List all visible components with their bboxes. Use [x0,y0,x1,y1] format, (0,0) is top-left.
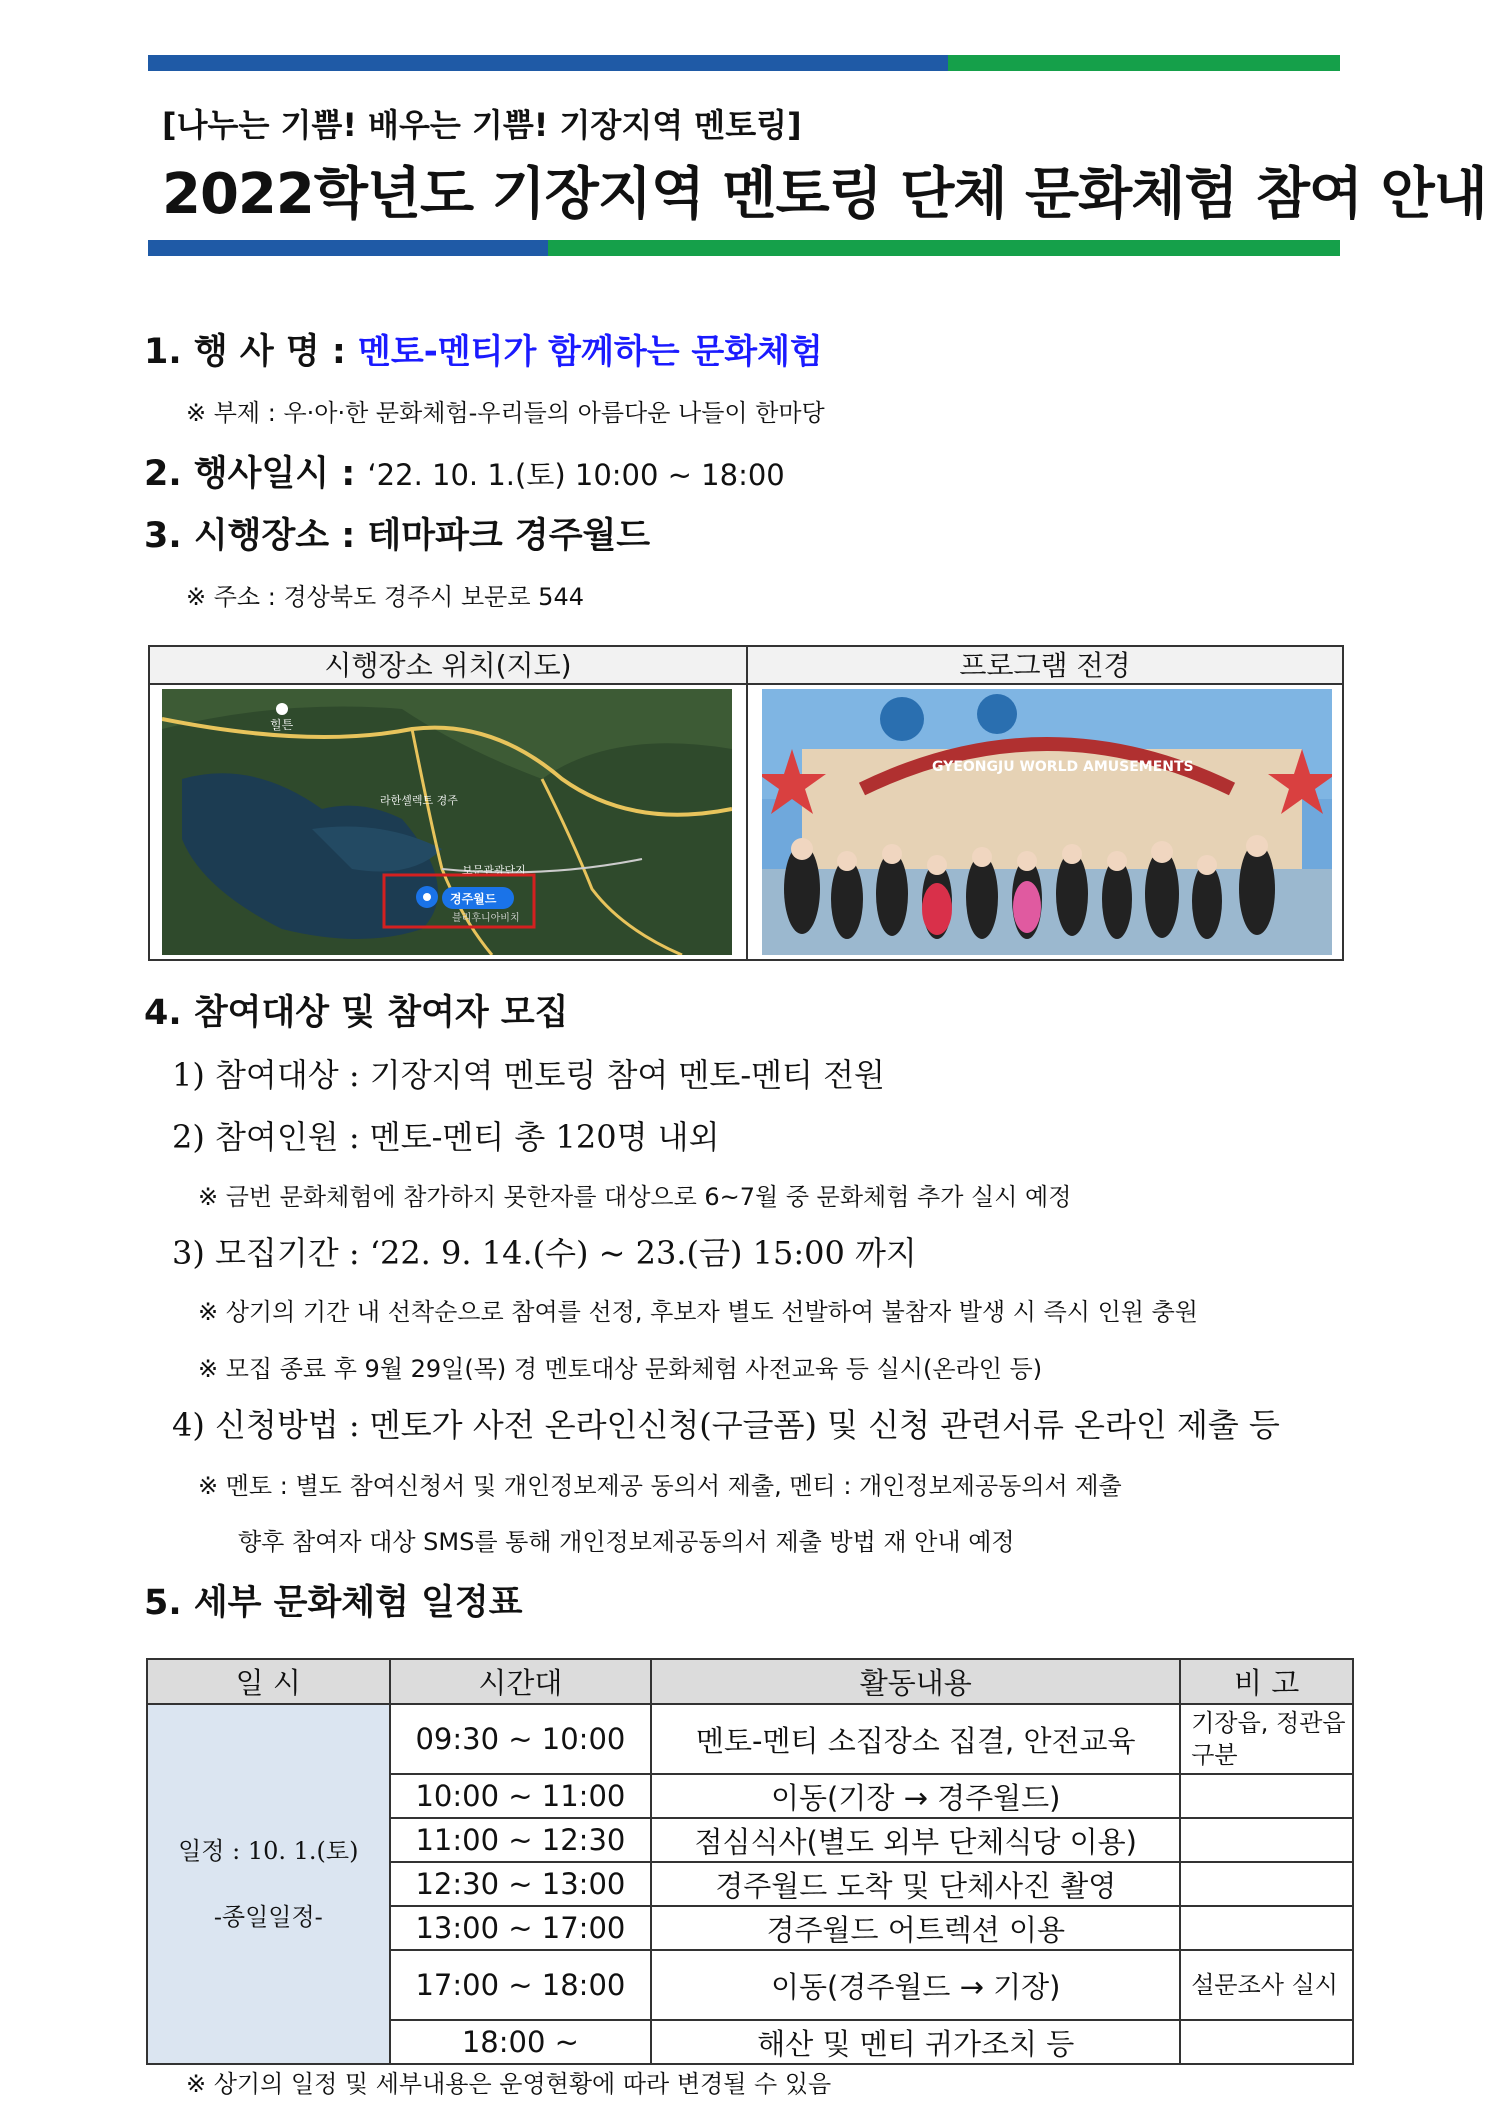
section-1-label: 1. 행 사 명 : [144,332,346,372]
schedule-date-cell [147,1704,390,2064]
photo-header: 프로그램 전경 [748,647,1342,685]
memo-cell: 기장읍, 정관읍 구분 [1180,1704,1353,1774]
schedule-all-day: -종일일정- [213,1903,323,1931]
photo-sign-text: GYEONGJU WORLD AMUSEMENTS [932,759,1194,775]
event-name: 멘토-멘티가 함께하는 문화체험 [358,332,823,372]
schedule-footnote: ※ 상기의 일정 및 세부내용은 운영현황에 따라 변경될 수 있음 [186,2070,832,2098]
map-pin-icon [416,886,514,909]
time-cell: 18:00 ~ [390,2020,652,2064]
activity-cell: 점심식사(별도 외부 단체식당 이용) [651,1818,1180,1862]
apply-method-note-2: 향후 참여자 대상 SMS를 통해 개인정보제공동의서 제출 방법 재 안내 예정 [238,1528,1015,1556]
map-label-place2-text: 라한셀렉트 경주 [380,794,458,807]
schedule-table [146,1658,1354,2065]
participant-target: 1) 참여대상 : 기장지역 멘토링 참여 멘토-멘티 전원 [172,1056,885,1094]
page-title: 2022학년도 기장지역 멘토링 단체 문화체험 참여 안내 [162,162,1487,227]
event-subtitle-note: ※ 부제 : 우·아·한 문화체험-우리들의 아름다운 나들이 한마당 [186,399,825,427]
recruit-period-note-1: ※ 상기의 기간 내 선착순으로 참여를 선정, 후보자 별도 선발하여 불참자 발생 시 즉시 인원 충원 [198,1298,1198,1326]
col-header-memo: 비 고 [1180,1659,1353,1704]
col-header-time: 시간대 [390,1659,652,1704]
section-2-label: 2. 행사일시 : [144,454,356,494]
map-label-resort: 블리후니아비치 [452,913,520,924]
venue-address-note: ※ 주소 : 경상북도 경주시 보문로 544 [186,583,584,611]
table-row [147,1704,1353,1774]
memo-cell [1180,1818,1353,1862]
activity-cell: 멘토-멘티 소집장소 집결, 안전교육 [651,1704,1180,1774]
memo-cell [1180,2020,1353,2064]
venue-map [162,689,732,955]
time-cell: 12:30 ~ 13:00 [390,1862,652,1906]
time-cell: 10:00 ~ 11:00 [390,1774,652,1818]
activity-cell: 이동(경주월드 → 기장) [651,1950,1180,2020]
section-5-title: 5. 세부 문화체험 일정표 [144,1583,523,1623]
activity-cell: 해산 및 멘티 귀가조치 등 [651,2020,1180,2064]
photo-globe-icon [977,694,1017,734]
activity-cell: 경주월드 어트렉션 이용 [651,1906,1180,1950]
venue-image-table [148,645,1344,961]
map-header: 시행장소 위치(지도) [150,647,746,685]
apply-method-note-1: ※ 멘토 : 별도 참여신청서 및 개인정보제공 동의서 제출, 멘티 : 개인정보제공동의서 제출 [198,1472,1122,1500]
recruit-period: 3) 모집기간 : ‘22. 9. 14.(수) ~ 23.(금) 15:00 까지 [172,1234,917,1272]
participant-count-note: ※ 금번 문화체험에 참가하지 못한자를 대상으로 6~7월 중 문화체험 추가 실시 예정 [198,1183,1072,1211]
program-photo [762,689,1332,955]
section-3-label: 3. 시행장소 : [144,516,356,556]
memo-cell: 설문조사 실시 [1180,1950,1353,2020]
memo-cell [1180,1906,1353,1950]
time-cell: 11:00 ~ 12:30 [390,1818,652,1862]
time-cell: 17:00 ~ 18:00 [390,1950,652,2020]
schedule-date: 일정 : 10. 1.(토) [178,1837,359,1865]
memo-cell [1180,1862,1353,1906]
section-1 [144,324,823,374]
map-label-place3-text: 보문관광단지 [462,864,526,877]
time-cell: 13:00 ~ 17:00 [390,1906,652,1950]
activity-cell: 이동(기장 → 경주월드) [651,1774,1180,1818]
event-datetime: ‘22. 10. 1.(토) 10:00 ~ 18:00 [367,458,785,492]
map-pin-label: 경주월드 [450,892,497,906]
map-label-place1-text: 힐튼 [270,718,294,732]
event-venue: 테마파크 경주월드 [367,516,651,556]
apply-method: 4) 신청방법 : 멘토가 사전 온라인신청(구글폼) 및 신청 관련서류 온라인 제출 등 [172,1406,1280,1444]
top-color-bar [148,55,1340,71]
map-label-place2 [380,793,458,807]
header-subtitle: [나누는 기쁨! 배우는 기쁨! 기장지역 멘토링] [162,106,802,144]
bottom-color-bar [148,240,1340,256]
col-header-activity: 활동내용 [651,1659,1180,1704]
col-header-date: 일 시 [147,1659,390,1704]
section-3 [144,508,650,558]
time-cell: 09:30 ~ 10:00 [390,1704,652,1774]
memo-cell [1180,1774,1353,1818]
section-2 [144,446,785,496]
recruit-period-note-2: ※ 모집 종료 후 9월 29일(목) 경 멘토대상 문화체험 사전교육 등 실시(온라인 등) [198,1355,1043,1383]
participant-count: 2) 참여인원 : 멘토-멘티 총 120명 내외 [172,1118,720,1156]
photo-globe-icon [880,697,924,741]
section-4-title: 4. 참여대상 및 참여자 모집 [144,993,569,1033]
activity-cell: 경주월드 도착 및 단체사진 촬영 [651,1862,1180,1906]
